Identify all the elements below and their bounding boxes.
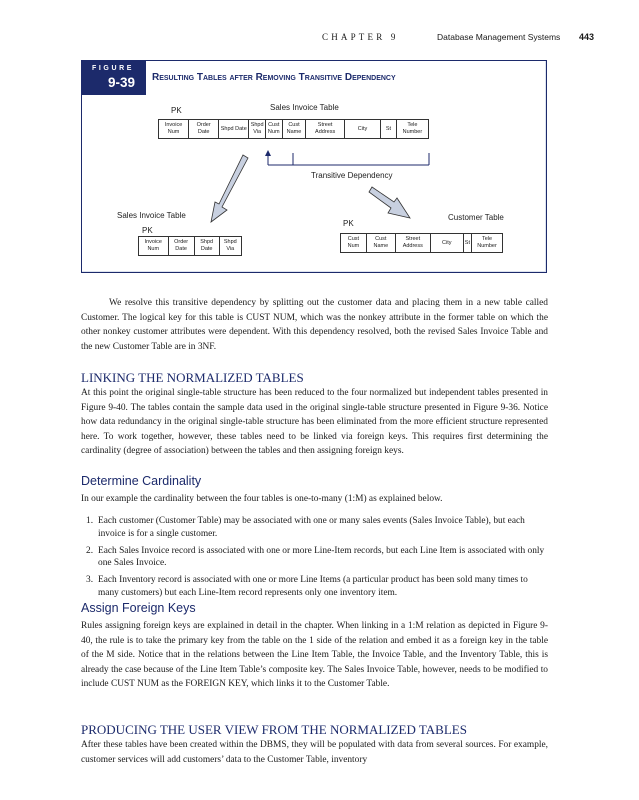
column-cell: Tele Number xyxy=(472,234,503,253)
cardinality-list xyxy=(81,515,548,604)
column-cell: Shpd Via xyxy=(249,120,266,139)
left-split-arrow xyxy=(211,155,248,222)
user-view-paragraph: After these tables have been created within the DBMS, they will be populated with data from several sources. For example, customer services will add customers’ data to the Customer Table, inventory xyxy=(81,740,548,765)
dependency-arrowhead xyxy=(265,150,271,156)
column-cell: Shpd Date xyxy=(194,237,219,256)
left-table-pk-label: PK xyxy=(142,226,153,235)
top-sales-invoice-table xyxy=(158,119,429,139)
figure-9-39 xyxy=(81,60,547,273)
list-item-number: 2. xyxy=(86,545,94,556)
column-cell: Invoice Num xyxy=(139,237,169,256)
figure-title: Resulting Tables after Removing Transitive Dependency xyxy=(146,61,545,95)
list-item-number: 1. xyxy=(86,516,94,526)
figure-word: FIGURE xyxy=(92,65,135,72)
right-table-title: Customer Table xyxy=(448,213,504,222)
linking-paragraph: At this point the original single-table structure has been reduced to the four normalized but independent tables presented in Figure 9-40. The tables contain the sample data used in the original single-table structure presented in Figure 9-36. Notice how data redundancy in the original single-table structure has been eliminated from the more efficient structure represented here. To work together, however, these tables need to be linked via foreign keys. This requires first determining the cardinality (degree of association) between the tables and then assigning foreign keys. xyxy=(81,388,548,457)
column-cell: Cust Num xyxy=(341,234,367,253)
top-table-pk-label: PK xyxy=(171,106,182,115)
running-header xyxy=(0,32,639,46)
column-cell: City xyxy=(344,120,380,139)
list-item-text: Each customer (Customer Table) may be associated with one or many sales events (Sales Invoice Table), but each invoice is for a single customer. xyxy=(98,516,525,539)
figure-diagram xyxy=(82,95,545,271)
list-item-text: Each Sales Invoice record is associated with one or more Line-Item records, but each Line Item is associated with only one Sales Invoice. xyxy=(98,545,545,569)
list-item xyxy=(81,574,548,600)
figure-number: 9-39 xyxy=(108,75,136,90)
list-item xyxy=(81,545,548,571)
column-cell: Cust Name xyxy=(282,120,306,139)
column-cell: Tele Number xyxy=(396,120,428,139)
heading-assign-foreign-keys: Assign Foreign Keys xyxy=(81,601,196,615)
column-cell: Shpd Date xyxy=(219,120,249,139)
top-table-title: Sales Invoice Table xyxy=(270,103,339,112)
customer-table xyxy=(340,233,503,253)
figure-header xyxy=(82,61,545,95)
heading-determine-cardinality: Determine Cardinality xyxy=(81,474,202,488)
column-cell: Street Address xyxy=(395,234,430,253)
column-cell: City xyxy=(430,234,463,253)
right-table-pk-label: PK xyxy=(343,219,354,228)
column-cell: Cust Name xyxy=(366,234,395,253)
foreign-keys-paragraph: Rules assigning foreign keys are explained in detail in the chapter. When linking in a 1:M relation as depicted in Figure 9-40, the rule is to take the primary key from the table on the 1 side of the relation and embed it as a foreign key in the table of the M side. Notice that in the relations between the Line Item Table, the Invoice Table, and the Inventory Table, this is already the case because of the Line Item Table’s composite key. The Sales Invoice Table, however, needs to be modified to include CUST NUM as the FOREIGN KEY, which links it to the Customer Table. xyxy=(81,621,548,690)
intro-paragraph: We resolve this transitive dependency by splitting out the customer data and placing them in a new table called Customer. The logical key for this table is CUST NUM, which was the nonkey attribute in the former table on which the other nonkey customer attributes were dependent. With this dependency resolved, both the revised Sales Invoice Table and the new Customer Table are in 3NF. xyxy=(81,298,548,352)
heading-producing-user-view: PRODUCING THE USER VIEW FROM THE NORMALIZED TABLES xyxy=(81,722,467,737)
column-cell: Cust Num xyxy=(265,120,282,139)
column-cell: St xyxy=(381,120,397,139)
column-cell: St xyxy=(463,234,471,253)
page-number: 443 xyxy=(579,32,595,42)
column-cell: Order Date xyxy=(189,120,219,139)
list-item-number: 3. xyxy=(86,575,94,586)
left-table-title: Sales Invoice Table xyxy=(117,211,186,220)
column-cell: Street Address xyxy=(306,120,344,139)
chapter-label: CHAPTER 9 xyxy=(322,32,399,42)
list-item-text: Each Inventory record is associated with one or more Line Items (a particular product has been sold many times to many customers) but each Line-Item record represents only one inventory item. xyxy=(98,575,528,598)
list-item xyxy=(81,515,548,541)
right-split-arrow xyxy=(369,187,410,218)
column-cell: Order Date xyxy=(168,237,194,256)
column-cell: Invoice Num xyxy=(159,120,189,139)
heading-linking-normalized-tables: LINKING THE NORMALIZED TABLES xyxy=(81,370,304,385)
transitive-dependency-label: Transitive Dependency xyxy=(311,171,393,180)
column-cell: Shpd Via xyxy=(219,237,241,256)
revised-sales-invoice-table xyxy=(138,236,242,256)
cardinality-paragraph: In our example the cardinality between the four tables is one-to-many (1:M) as explained below. xyxy=(81,494,443,504)
book-section-label: Database Management Systems xyxy=(437,32,561,42)
